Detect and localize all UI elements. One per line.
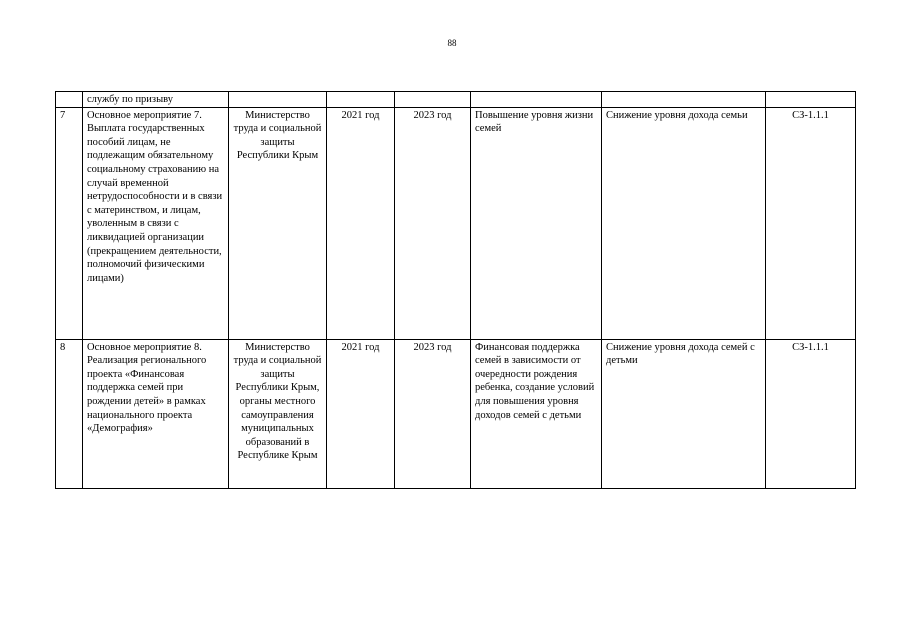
cell-indicator: СЗ-1.1.1 — [766, 107, 856, 339]
measures-table — [55, 91, 856, 489]
table-row — [56, 92, 856, 108]
cell-activity: Основное мероприятие 7. Выплата государственных пособий лицам, не подлежащим обязательному социальному страхованию на случай временной нетрудоспособности и в связи с материнством, и лицам, уволенным в связи с ликвидацией организации (прекращением деятельности, полномочий физическими лицами) — [83, 107, 229, 339]
cell-start: 2021 год — [327, 339, 395, 488]
cell-start: 2021 год — [327, 107, 395, 339]
cell-end — [395, 92, 471, 108]
cell-consequence: Снижение уровня дохода семей с детьми — [602, 339, 766, 488]
cell-num: 8 — [56, 339, 83, 488]
cell-activity: Основное мероприятие 8. Реализация регионального проекта «Финансовая поддержка семей при рождении детей» в рамках национального проекта «Демография» — [83, 339, 229, 488]
cell-end: 2023 год — [395, 107, 471, 339]
cell-consequence: Снижение уровня дохода семьи — [602, 107, 766, 339]
table-row — [56, 339, 856, 488]
cell-activity: службу по призыву — [83, 92, 229, 108]
cell-executor — [229, 92, 327, 108]
cell-executor: Министерство труда и социальной защиты Республики Крым — [229, 107, 327, 339]
cell-executor: Министерство труда и социальной защиты Республики Крым, органы местного самоуправления муниципальных образований в Республике Крым — [229, 339, 327, 488]
cell-result: Повышение уровня жизни семей — [471, 107, 602, 339]
cell-indicator: СЗ-1.1.1 — [766, 339, 856, 488]
cell-num — [56, 92, 83, 108]
cell-num: 7 — [56, 107, 83, 339]
cell-end: 2023 год — [395, 339, 471, 488]
cell-consequence — [602, 92, 766, 108]
cell-result: Финансовая поддержка семей в зависимости от очередности рождения ребенка, создание условий для повышения уровня доходов семей с детьми — [471, 339, 602, 488]
cell-indicator — [766, 92, 856, 108]
table-row — [56, 107, 856, 339]
cell-result — [471, 92, 602, 108]
page-number: 88 — [447, 38, 457, 48]
cell-start — [327, 92, 395, 108]
